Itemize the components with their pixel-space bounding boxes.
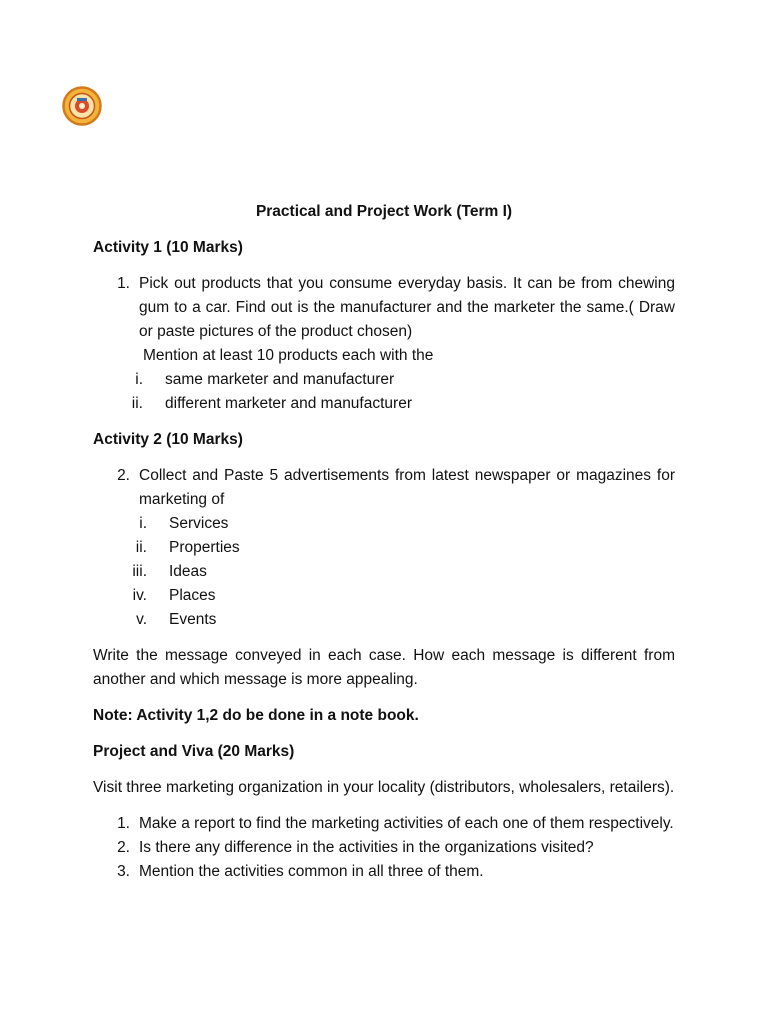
sub-item bbox=[93, 512, 675, 536]
sub-item bbox=[93, 608, 675, 632]
list-item bbox=[93, 812, 675, 836]
activity1-heading: Activity 1 (10 Marks) bbox=[93, 239, 243, 256]
project-heading: Project and Viva (20 Marks) bbox=[93, 743, 295, 760]
item-text: Collect and Paste 5 advertisements from latest newspaper or magazines for marketing of bbox=[139, 467, 675, 508]
project-intro: Visit three marketing organization in your locality (distributors, wholesalers, retailers). bbox=[93, 779, 675, 796]
sub-item-text: different marketer and manufacturer bbox=[165, 395, 412, 412]
list-item bbox=[93, 272, 675, 344]
list-item bbox=[93, 464, 675, 512]
sub-item bbox=[93, 392, 675, 416]
sub-item-number: iii. bbox=[132, 563, 147, 580]
sub-item-text: Services bbox=[169, 515, 229, 532]
activity2-heading: Activity 2 (10 Marks) bbox=[93, 431, 243, 448]
sub-item-number: i. bbox=[135, 371, 143, 388]
activity2-message: Write the message conveyed in each case. How each message is different from another and which message is more appealing. bbox=[93, 647, 675, 688]
sub-item-text: Ideas bbox=[169, 563, 207, 580]
item-text: Pick out products that you consume everyday basis. It can be from chewing gum to a car. Find out is the manufacturer and the marketer the same.( Draw or paste pictures of the product chosen) bbox=[139, 275, 675, 340]
item-number: 2. bbox=[117, 839, 130, 856]
sub-item-number: iv. bbox=[132, 587, 147, 604]
list-item bbox=[93, 836, 675, 860]
sub-item bbox=[93, 584, 675, 608]
mention-text: Mention at least 10 products each with the bbox=[143, 347, 434, 364]
sub-item-number: i. bbox=[139, 515, 147, 532]
note-text: Note: Activity 1,2 do be done in a note book. bbox=[93, 707, 419, 724]
sub-item-text: same marketer and manufacturer bbox=[165, 371, 395, 388]
sub-item-number: ii. bbox=[135, 539, 147, 556]
item-text: Make a report to find the marketing activities of each one of them respectively. bbox=[139, 815, 674, 832]
activity2-list bbox=[93, 464, 675, 632]
school-emblem-icon bbox=[62, 86, 102, 126]
list-item bbox=[93, 860, 675, 884]
sub-item bbox=[93, 560, 675, 584]
sub-item bbox=[93, 368, 675, 392]
sub-item-text: Properties bbox=[169, 539, 240, 556]
sub-item bbox=[93, 536, 675, 560]
sub-item-text: Places bbox=[169, 587, 216, 604]
item-number: 1. bbox=[117, 815, 130, 832]
item-text: Mention the activities common in all three of them. bbox=[139, 863, 484, 880]
page-title: Practical and Project Work (Term I) bbox=[255, 203, 513, 220]
sub-item-number: ii. bbox=[131, 395, 143, 412]
item-number: 3. bbox=[117, 863, 130, 880]
activity1-list bbox=[93, 272, 675, 416]
item-text: Is there any difference in the activities in the organizations visited? bbox=[139, 839, 594, 856]
document-page bbox=[93, 200, 675, 896]
sub-item-text: Events bbox=[169, 611, 217, 628]
item-number: 2. bbox=[117, 467, 130, 484]
project-list bbox=[93, 812, 675, 884]
sub-item-number: v. bbox=[136, 611, 147, 628]
item-number: 1. bbox=[117, 275, 130, 292]
